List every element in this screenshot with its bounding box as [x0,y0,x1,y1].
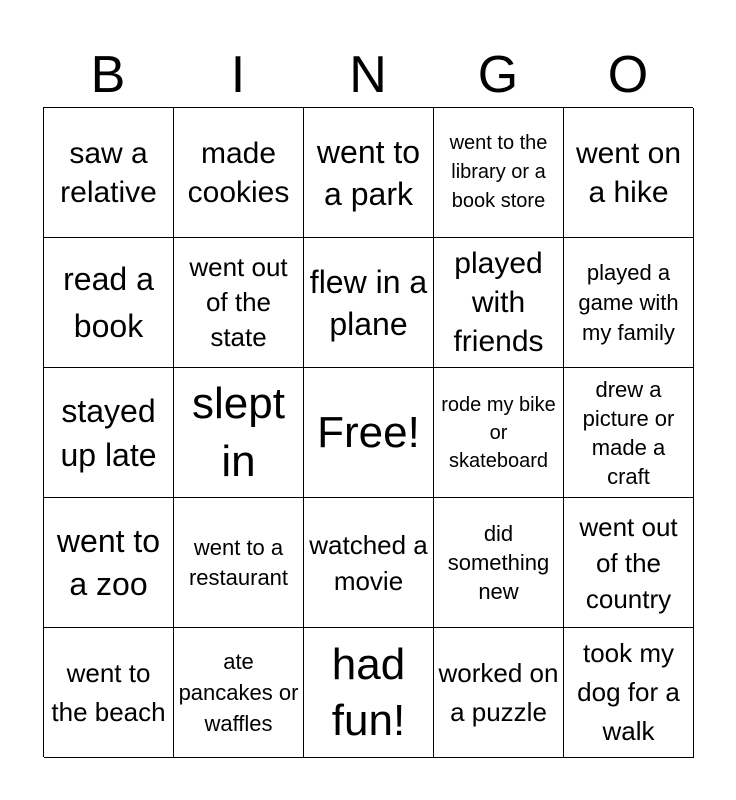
cell-text: played with friends [453,247,544,358]
cell-text: went on a hike [575,136,682,209]
bingo-cell-r5-c2[interactable] [174,628,304,758]
bingo-cell-r4-c5[interactable] [564,498,694,628]
cell-text: saw a relative [60,136,157,209]
bingo-cell-r5-c1[interactable] [44,628,174,758]
bingo-cell-r5-c3[interactable] [304,628,434,758]
cell-text: had fun! [331,639,406,745]
bingo-cell-r1-c1[interactable] [44,108,174,238]
cell-text: watched a movie [309,529,428,596]
cell-text: slept in [192,378,285,486]
cell-text: went out of the country [579,511,678,614]
cell-text: went to the beach [51,657,166,727]
bingo-header [43,44,693,106]
cell-text: went to a restaurant [188,534,289,590]
bingo-cell-r4-c3[interactable] [304,498,434,628]
cell-text: took my dog for a walk [577,638,680,746]
cell-text: did something new [447,521,550,604]
cell-text: drew a picture or made a craft [582,376,675,489]
cell-text: flew in a plane [309,263,428,342]
bingo-cell-r3-c3[interactable] [304,368,434,498]
bingo-cell-r2-c4[interactable] [434,238,564,368]
cell-text: stayed up late [60,392,157,473]
header-letter-b: B [90,46,126,104]
cell-text: went to a park [316,133,421,212]
bingo-board [43,107,693,757]
bingo-cell-r5-c4[interactable] [434,628,564,758]
bingo-cell-r4-c4[interactable] [434,498,564,628]
bingo-cell-r3-c1[interactable] [44,368,174,498]
bingo-cell-r3-c2[interactable] [174,368,304,498]
bingo-cell-r3-c5[interactable] [564,368,694,498]
cell-text: rode my bike or skateboard [441,393,556,472]
cell-text: played a game with my family [578,259,679,345]
bingo-cell-r4-c2[interactable] [174,498,304,628]
bingo-cell-r1-c2[interactable] [174,108,304,238]
header-letter-o: O [607,46,649,104]
cell-text: went to a zoo [56,522,161,602]
header-letter-n: N [349,46,387,104]
bingo-cell-r4-c1[interactable] [44,498,174,628]
cell-text: went to the library or a book store [449,132,548,212]
bingo-cell-r1-c3[interactable] [304,108,434,238]
bingo-cell-r1-c5[interactable] [564,108,694,238]
bingo-cell-r2-c1[interactable] [44,238,174,368]
free-space: Free! [317,407,420,457]
bingo-cell-r2-c2[interactable] [174,238,304,368]
bingo-cell-r5-c5[interactable] [564,628,694,758]
bingo-cell-r3-c4[interactable] [434,368,564,498]
header-letter-i: I [230,46,246,104]
cell-text: made cookies [187,136,290,209]
cell-text: read a book [63,260,154,344]
cell-text: ate pancakes or waffles [178,649,299,736]
cell-text: worked on a puzzle [438,657,559,727]
cell-text: went out of the state [189,252,288,352]
bingo-cell-r1-c4[interactable] [434,108,564,238]
bingo-cell-r2-c5[interactable] [564,238,694,368]
header-letter-g: G [477,46,519,104]
bingo-cell-r2-c3[interactable] [304,238,434,368]
